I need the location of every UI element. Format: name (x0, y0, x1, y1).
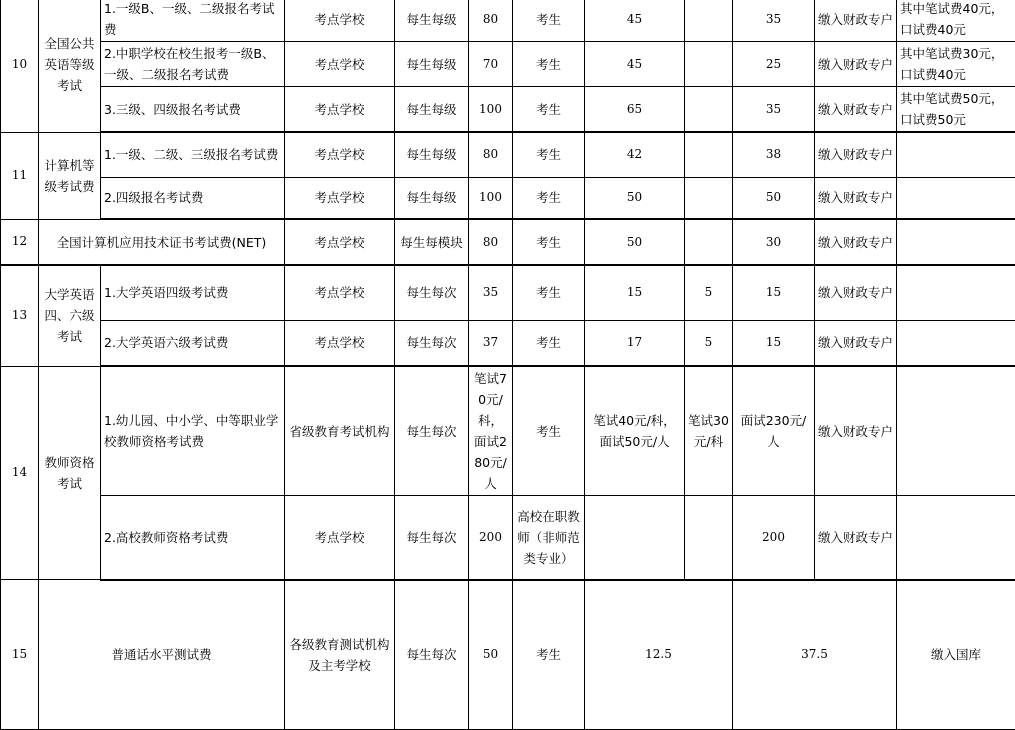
row-number: 12 (1, 219, 39, 265)
amount-c-cell: 200 (733, 496, 815, 580)
destination-cell: 缴入财政专户 (815, 265, 897, 320)
amount-c-cell: 25 (733, 42, 815, 87)
item-name: 1.大学英语四级考试费 (101, 265, 285, 320)
row-number: 13 (1, 265, 39, 366)
table-row (1, 42, 1015, 87)
payer-cell: 考生 (513, 320, 585, 366)
note-cell (897, 177, 1015, 219)
payer-cell: 考生 (513, 42, 585, 87)
table-row (1, 320, 1015, 366)
amount-a-cell: 50 (585, 219, 685, 265)
category-cell: 计算机等级考试费 (39, 132, 101, 219)
unit-cell: 每生每级 (395, 87, 469, 133)
unit-cell: 每生每级 (395, 132, 469, 177)
item-name: 普通话水平测试费 (39, 580, 285, 730)
unit-cell: 每生每级 (395, 177, 469, 219)
amount-a-cell: 笔试40元/科，面试50元/人 (585, 366, 685, 496)
row-number: 15 (1, 580, 39, 730)
total-cell: 100 (469, 87, 513, 133)
table-row (1, 496, 1015, 580)
payer-cell: 高校在职教师（非师范类专业） (513, 496, 585, 580)
amount-a-cell (585, 496, 685, 580)
item-name: 2.中职学校在校生报考一级B、一级、二级报名考试费 (101, 42, 285, 87)
total-cell: 35 (469, 265, 513, 320)
category-cell: 大学英语四、六级考试 (39, 265, 101, 366)
item-name: 1.幼儿园、中小学、中等职业学校教师资格考试费 (101, 366, 285, 496)
destination-cell: 缴入财政专户 (815, 496, 897, 580)
collector-cell: 考点学校 (285, 0, 395, 42)
note-cell: 其中笔试费40元，口试费40元 (897, 0, 1015, 42)
item-name: 2.四级报名考试费 (101, 177, 285, 219)
item-name: 1.一级、二级、三级报名考试费 (101, 132, 285, 177)
unit-cell: 每生每级 (395, 42, 469, 87)
note-cell (897, 366, 1015, 496)
note-cell (897, 132, 1015, 177)
collector-cell: 各级教育测试机构及主考学校 (285, 580, 395, 730)
category-cell: 教师资格考试 (39, 366, 101, 580)
item-name: 全国计算机应用技术证书考试费(NET) (39, 219, 285, 265)
total-cell: 80 (469, 0, 513, 42)
collector-cell: 考点学校 (285, 177, 395, 219)
destination-cell: 缴入财政专户 (815, 177, 897, 219)
collector-cell: 考点学校 (285, 42, 395, 87)
unit-cell: 每生每次 (395, 580, 469, 730)
table-row (1, 265, 1015, 320)
note-cell (897, 265, 1015, 320)
row-number: 11 (1, 132, 39, 219)
amount-c-cell: 35 (733, 0, 815, 42)
table-row (1, 0, 1015, 42)
collector-cell: 考点学校 (285, 496, 395, 580)
amount-c-cell: 30 (733, 219, 815, 265)
total-cell: 80 (469, 132, 513, 177)
amount-c-cell: 35 (733, 87, 815, 133)
total-cell: 37 (469, 320, 513, 366)
table-row (1, 580, 1015, 730)
collector-cell: 考点学校 (285, 87, 395, 133)
unit-cell: 每生每级 (395, 0, 469, 42)
unit-cell: 每生每次 (395, 320, 469, 366)
unit-cell: 每生每次 (395, 366, 469, 496)
amount-c-cell: 38 (733, 132, 815, 177)
row-number: 14 (1, 366, 39, 580)
amount-a-cell: 45 (585, 42, 685, 87)
row-number: 10 (1, 0, 39, 132)
total-cell: 80 (469, 219, 513, 265)
unit-cell: 每生每次 (395, 496, 469, 580)
amount-c-cell: 37.5 (733, 580, 897, 730)
total-cell: 70 (469, 42, 513, 87)
unit-cell: 每生每次 (395, 265, 469, 320)
destination-cell: 缴入财政专户 (815, 0, 897, 42)
amount-a-cell: 45 (585, 0, 685, 42)
amount-a-cell: 50 (585, 177, 685, 219)
payer-cell: 考生 (513, 219, 585, 265)
amount-a-cell: 15 (585, 265, 685, 320)
amount-b-cell: 笔试30元/科 (685, 366, 733, 496)
amount-a-cell: 12.5 (585, 580, 733, 730)
note-cell (897, 219, 1015, 265)
amount-c-cell: 15 (733, 265, 815, 320)
amount-b-cell (685, 132, 733, 177)
note-cell: 其中笔试费30元，口试费40元 (897, 42, 1015, 87)
table-row (1, 87, 1015, 133)
collector-cell: 考点学校 (285, 320, 395, 366)
item-name: 3.三级、四级报名考试费 (101, 87, 285, 133)
amount-b-cell (685, 496, 733, 580)
payer-cell: 考生 (513, 366, 585, 496)
note-cell (897, 496, 1015, 580)
amount-b-cell (685, 42, 733, 87)
destination-cell: 缴入国库 (897, 580, 1015, 730)
payer-cell: 考生 (513, 0, 585, 42)
amount-c-cell: 15 (733, 320, 815, 366)
collector-cell: 考点学校 (285, 265, 395, 320)
amount-c-cell: 面试230元/人 (733, 366, 815, 496)
amount-c-cell: 50 (733, 177, 815, 219)
table-row (1, 132, 1015, 177)
destination-cell: 缴入财政专户 (815, 132, 897, 177)
amount-b-cell: 5 (685, 320, 733, 366)
total-cell: 200 (469, 496, 513, 580)
payer-cell: 考生 (513, 580, 585, 730)
destination-cell: 缴入财政专户 (815, 219, 897, 265)
table-row (1, 219, 1015, 265)
category-cell: 全国公共英语等级考试 (39, 0, 101, 132)
item-name: 1.一级B、一级、二级报名考试费 (101, 0, 285, 42)
destination-cell: 缴入财政专户 (815, 320, 897, 366)
item-name: 2.大学英语六级考试费 (101, 320, 285, 366)
total-cell: 笔试70元/科，面试280元/人 (469, 366, 513, 496)
payer-cell: 考生 (513, 132, 585, 177)
payer-cell: 考生 (513, 177, 585, 219)
destination-cell: 缴入财政专户 (815, 42, 897, 87)
amount-a-cell: 42 (585, 132, 685, 177)
destination-cell: 缴入财政专户 (815, 366, 897, 496)
payer-cell: 考生 (513, 87, 585, 133)
amount-b-cell (685, 0, 733, 42)
note-cell (897, 320, 1015, 366)
note-cell: 其中笔试费50元，口试费50元 (897, 87, 1015, 133)
collector-cell: 省级教育考试机构 (285, 366, 395, 496)
destination-cell: 缴入财政专户 (815, 87, 897, 133)
payer-cell: 考生 (513, 265, 585, 320)
amount-b-cell: 5 (685, 265, 733, 320)
amount-b-cell (685, 177, 733, 219)
item-name: 2.高校教师资格考试费 (101, 496, 285, 580)
unit-cell: 每生每模块 (395, 219, 469, 265)
collector-cell: 考点学校 (285, 219, 395, 265)
table-row (1, 177, 1015, 219)
amount-a-cell: 65 (585, 87, 685, 133)
amount-b-cell (685, 219, 733, 265)
total-cell: 50 (469, 580, 513, 730)
total-cell: 100 (469, 177, 513, 219)
collector-cell: 考点学校 (285, 132, 395, 177)
amount-b-cell (685, 87, 733, 133)
amount-a-cell: 17 (585, 320, 685, 366)
table-row (1, 366, 1015, 496)
